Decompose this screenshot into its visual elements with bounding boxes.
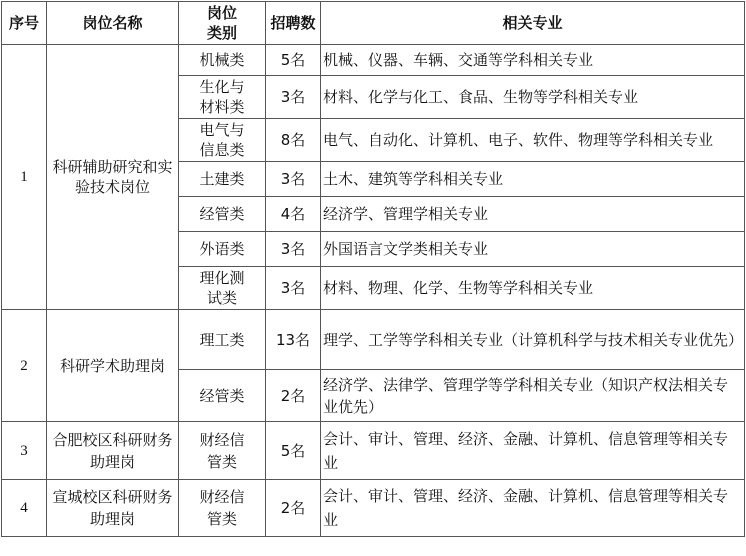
group-no: 1	[2, 45, 47, 310]
row-category: 外语类	[179, 232, 266, 267]
row-category: 理工类	[179, 310, 266, 370]
header-post-name: 岗位名称	[47, 2, 179, 45]
row-majors: 土木、建筑等学科相关专业	[321, 162, 745, 197]
header-row	[2, 2, 745, 45]
row-count: 3名	[266, 267, 321, 310]
row-category: 财经信管类	[179, 422, 266, 480]
row-count: 3名	[266, 76, 321, 119]
row-count: 8名	[266, 119, 321, 162]
row-majors: 电气、自动化、计算机、电子、软件、物理等学科相关专业	[321, 119, 745, 162]
row-category: 土建类	[179, 162, 266, 197]
row-count: 3名	[266, 162, 321, 197]
row-majors: 会计、审计、管理、经济、金融、计算机、信息管理等相关专业	[321, 480, 745, 537]
group-post-name: 科研辅助研究和实验技术岗位	[47, 45, 179, 310]
row-category: 电气与信息类	[179, 119, 266, 162]
table-row	[2, 45, 745, 76]
group-no: 2	[2, 310, 47, 422]
row-category: 经管类	[179, 370, 266, 422]
row-majors: 材料、化学与化工、食品、生物等学科相关专业	[321, 76, 745, 119]
row-category: 理化测试类	[179, 267, 266, 310]
group-no: 3	[2, 422, 47, 480]
group-post-name: 宣城校区科研财务助理岗	[47, 480, 179, 537]
row-category: 生化与材料类	[179, 76, 266, 119]
table-row	[2, 480, 745, 537]
header-count: 招聘数	[266, 2, 321, 45]
row-majors: 经济学、法律学、管理学等学科相关专业（知识产权法相关专业优先）	[321, 370, 745, 422]
recruitment-table	[1, 1, 745, 537]
row-majors: 机械、仪器、车辆、交通等学科相关专业	[321, 45, 745, 76]
header-majors: 相关专业	[321, 2, 745, 45]
group-post-name: 科研学术助理岗	[47, 310, 179, 422]
table-row	[2, 310, 745, 370]
row-majors: 理学、工学等学科相关专业（计算机科学与技术相关专业优先）	[321, 310, 745, 370]
row-count: 3名	[266, 232, 321, 267]
row-majors: 材料、物理、化学、生物等学科相关专业	[321, 267, 745, 310]
table-row	[2, 422, 745, 480]
group-post-name: 合肥校区科研财务助理岗	[47, 422, 179, 480]
row-majors: 经济学、管理学相关专业	[321, 197, 745, 232]
row-count: 13名	[266, 310, 321, 370]
row-majors: 会计、审计、管理、经济、金融、计算机、信息管理等相关专业	[321, 422, 745, 480]
row-count: 5名	[266, 45, 321, 76]
row-category: 机械类	[179, 45, 266, 76]
header-no: 序号	[2, 2, 47, 45]
row-count: 2名	[266, 370, 321, 422]
group-no: 4	[2, 480, 47, 537]
row-count: 5名	[266, 422, 321, 480]
row-category: 财经信管类	[179, 480, 266, 537]
header-category: 岗位类别	[179, 2, 266, 45]
row-count: 4名	[266, 197, 321, 232]
row-majors: 外国语言文学类相关专业	[321, 232, 745, 267]
row-category: 经管类	[179, 197, 266, 232]
row-count: 2名	[266, 480, 321, 537]
